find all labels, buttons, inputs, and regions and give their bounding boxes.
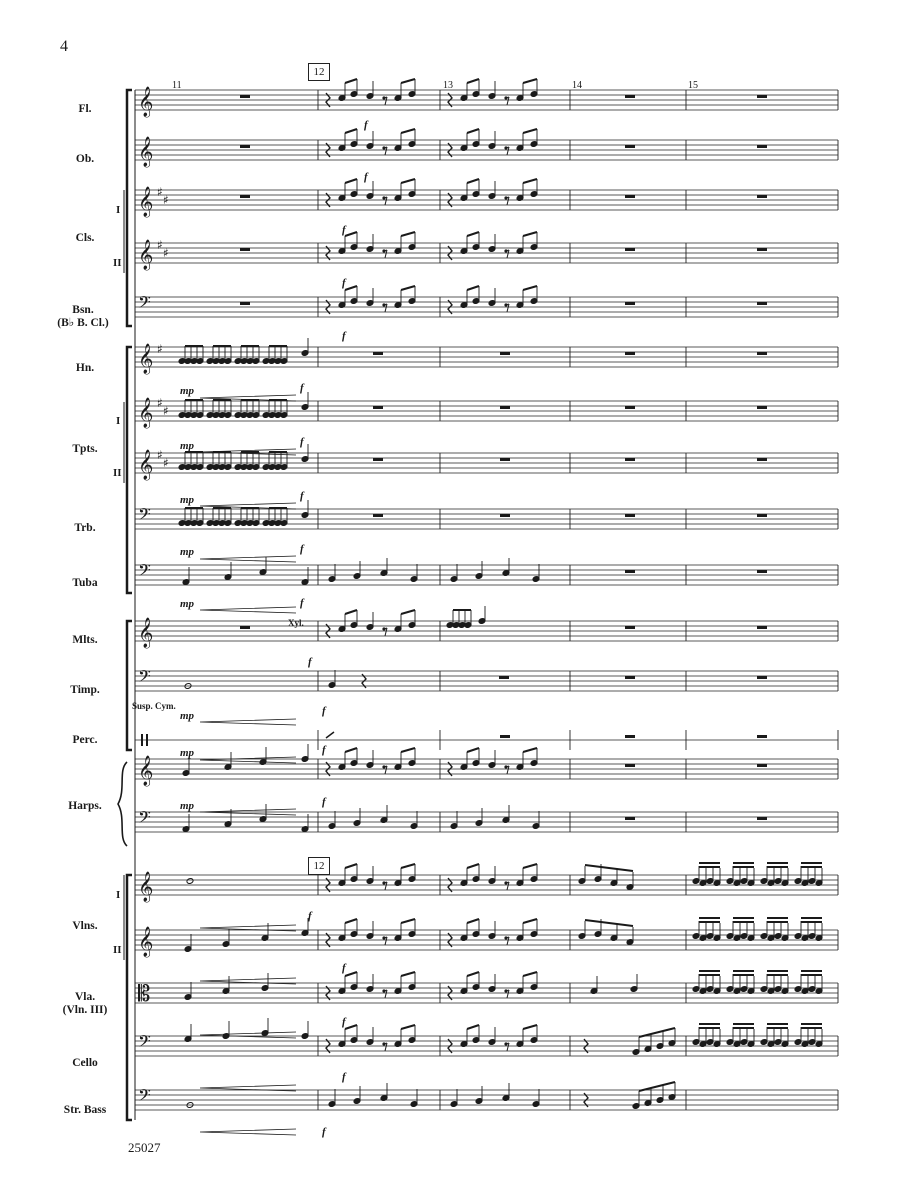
staff-fl [135,79,838,118]
whole-rest [625,817,635,820]
whole-rest [625,458,635,461]
whole-rest [240,145,250,148]
whole-rest [625,514,635,517]
staff-vla [135,971,838,1007]
percussion-clef [141,734,143,746]
beam [467,79,479,83]
staff-cl2 [135,232,838,271]
staff-mlts [135,606,838,649]
crescendo-hairpin [200,556,296,562]
alto-clef: 𝄡 [138,982,151,1007]
measure-number-13: 13 [443,80,453,91]
dynamic-f-tuba: f [300,597,304,609]
whole-rest [500,735,510,738]
label-viola-line2: (Vln. III) [62,1004,108,1016]
staff-bsn [135,286,838,317]
whole-rest [757,676,767,679]
note [186,878,194,885]
crescendo-hairpin [200,1129,296,1135]
whole-rest [757,145,767,148]
whole-rest [373,406,383,409]
treble-clef: 𝄞 [138,344,154,374]
whole-rest [240,95,250,98]
whole-rest [625,195,635,198]
treble-clef: 𝄞 [138,618,154,648]
beam [345,129,357,133]
beam [345,79,357,83]
whole-rest [500,352,510,355]
dynamic-f-cello: f [342,1071,346,1083]
dynamic-f-trombone: f [300,543,304,555]
whole-rest [625,95,635,98]
whole-rest [625,764,635,767]
beam [345,972,357,976]
staff-hn [135,338,838,375]
dynamic-mp-tpt2: mp [180,494,195,506]
whole-rest [757,514,767,517]
staff-timp [135,666,838,691]
label-marimbas: Mlts. [72,634,98,646]
staff-tpt2 [135,444,838,481]
whole-rest [625,302,635,305]
whole-rest [500,514,510,517]
bracket-percussion [127,621,132,750]
sharp-f: ♯ [157,342,163,356]
beam [345,286,357,290]
dynamic-f-cl1: f [342,224,346,236]
catalog-number: 25027 [128,1140,161,1155]
dynamic-f-vln1: f [308,910,312,922]
treble-clef: 𝄞 [138,927,154,957]
whole-rest [625,735,635,738]
sharp-f: ♯ [157,238,163,252]
dynamic-f-timpani: f [322,705,326,717]
beam [585,865,633,871]
sharp-f: ♯ [157,448,163,462]
part-number-tpt2: II [113,467,122,479]
whole-rest [757,817,767,820]
label-bassoon-line1: Bsn. [72,304,94,316]
whole-rest [757,735,767,738]
beam [467,972,479,976]
staff-vc [135,1018,838,1056]
label-flute: Fl. [78,103,92,115]
dynamic-mp-horn: mp [180,385,195,397]
beam [401,972,415,976]
label-clarinets: Cls. [75,232,95,244]
dynamic-mp-tuba: mp [180,598,195,610]
whole-rest [757,406,767,409]
dynamic-f-marimbas: f [308,656,312,668]
dynamic-f-bassoon: f [342,330,346,342]
beam [401,79,415,83]
label-trombone: Trb. [74,522,96,534]
page-number: 4 [60,38,68,55]
crescendo-hairpin [200,607,296,613]
beam [523,179,537,183]
rehearsal-mark-top: 12 [308,63,330,81]
xylophone-mark: Xyl. [288,618,304,628]
beam [523,286,537,290]
treble-clef: 𝄞 [138,450,154,480]
sharp-c: ♯ [163,193,169,207]
staff-hp2 [135,804,838,832]
beam [345,1025,357,1029]
sharp-c: ♯ [163,246,169,260]
label-viola-line1: Vla. [74,991,96,1003]
percussion-clef [146,734,148,746]
staff-perc [135,730,838,750]
treble-clef: 𝄞 [138,398,154,428]
staff-vln1 [135,863,838,903]
crescendo-hairpin [200,757,296,763]
whole-rest [757,458,767,461]
measure-number-15: 15 [688,80,698,91]
dynamic-mp-harps: mp [180,800,195,812]
treble-clef: 𝄞 [138,187,154,217]
whole-rest [240,626,250,629]
dynamic-f-tpt2: f [300,490,304,502]
whole-rest [625,570,635,573]
dynamic-mp-trombone: mp [180,546,195,558]
bass-clef: 𝄢 [138,807,151,831]
beam [467,286,479,290]
bracket-strings [127,875,132,1120]
whole-rest [240,248,250,251]
treble-clef: 𝄞 [138,137,154,167]
beam [467,919,479,923]
dynamic-f-oboe: f [364,171,368,183]
dynamic-mp-percussion: mp [180,747,195,759]
beam [523,79,537,83]
cymbal-hit [326,732,334,738]
treble-clef: 𝄞 [138,756,154,786]
treble-clef: 𝄞 [138,872,154,902]
beam [401,864,415,868]
beam [467,129,479,133]
beam [467,748,479,752]
staff-ob [135,129,838,168]
label-violins: Vlns. [72,920,98,932]
treble-clef: 𝄞 [138,240,154,270]
dynamic-f-vln2: f [342,962,346,974]
whole-rest [625,352,635,355]
whole-rest [373,514,383,517]
part-number-vln1: I [116,889,121,901]
dynamic-mp-tpt1: mp [180,440,195,452]
label-horn: Hn. [75,362,95,374]
whole-rest [757,764,767,767]
sharp-f: ♯ [157,185,163,199]
beam [523,129,537,133]
beam [345,232,357,236]
bass-clef: 𝄢 [138,292,151,316]
whole-rest [757,626,767,629]
beam [401,129,415,133]
beam [585,920,633,926]
part-number-vln2: II [113,944,122,956]
dynamic-mp-timpani: mp [180,710,195,722]
dynamic-f-percussion: f [322,744,326,756]
whole-rest [373,458,383,461]
whole-rest [757,195,767,198]
beam [467,179,479,183]
label-percussion: Perc. [72,734,98,746]
staff-cl1 [135,179,838,218]
bass-clef: 𝄢 [138,666,151,690]
beam [467,864,479,868]
sharp-c: ♯ [163,456,169,470]
whole-rest [500,458,510,461]
label-timpani: Timp. [70,684,100,696]
sharp-f: ♯ [157,396,163,410]
staff-tpt1 [135,392,838,429]
rehearsal-mark-strings: 12 [308,857,330,875]
label-harps: Harps. [68,800,102,812]
whole-rest [500,406,510,409]
whole-rest [625,626,635,629]
bass-clef: 𝄢 [138,1085,151,1109]
beam [467,1025,479,1029]
staff-hp1 [135,744,838,787]
measure-number-14: 14 [572,80,582,91]
beam [401,232,415,236]
bass-clef: 𝄢 [138,1031,151,1055]
harp-brace [118,762,127,846]
dynamic-f-bass: f [322,1126,326,1138]
beam [523,1025,537,1029]
crescendo-hairpin [200,1032,296,1038]
beam [345,919,357,923]
suspended-cymbal-mark: Susp. Cym. [132,701,176,711]
beam [401,748,415,752]
whole-rest [625,145,635,148]
whole-rest [373,352,383,355]
beam [523,919,537,923]
beam [345,864,357,868]
whole-rest [625,676,635,679]
beam [345,610,357,614]
whole-rest [757,95,767,98]
beam [401,919,415,923]
whole-rest [757,570,767,573]
part-number-tpt1: I [116,415,121,427]
beam [467,232,479,236]
beam [401,1025,415,1029]
whole-rest [757,248,767,251]
dynamic-f-viola: f [342,1016,346,1028]
staff-vln2 [135,918,838,958]
label-cello: Cello [72,1057,98,1069]
whole-rest [757,302,767,305]
bass-clef: 𝄢 [138,504,151,528]
staff-tuba [135,557,838,585]
staff-cb [135,1082,838,1110]
dynamic-f-flute: f [364,119,368,131]
label-bassoon-line2: (B♭ B. Cl.) [57,317,109,329]
whole-rest [625,248,635,251]
bass-clef: 𝄢 [138,560,151,584]
whole-rest [240,302,250,305]
beam [345,748,357,752]
label-trumpets: Tpts. [72,443,98,455]
dynamic-f-horn: f [300,382,304,394]
bracket-woodwinds [127,90,132,326]
dynamic-f-cl2: f [342,277,346,289]
crescendo-hairpin [200,719,296,725]
whole-rest [625,406,635,409]
beam [523,864,537,868]
part-number-cl1: I [116,204,121,216]
label-oboe: Ob. [75,153,95,165]
beam [401,179,415,183]
whole-rest [757,352,767,355]
dynamic-f-harps: f [322,796,326,808]
whole-rest [240,195,250,198]
beam [345,179,357,183]
label-string-bass: Str. Bass [63,1104,107,1116]
beam [523,232,537,236]
sharp-c: ♯ [163,404,169,418]
beam [401,610,415,614]
measure-number-11: 11 [172,80,182,91]
dynamic-f-tpt1: f [300,436,304,448]
beam [523,972,537,976]
beam [523,748,537,752]
whole-rest [499,676,509,679]
bracket-brass [127,347,132,593]
label-tuba: Tuba [72,577,98,589]
treble-clef: 𝄞 [138,87,154,117]
part-number-cl2: II [113,257,122,269]
beam [401,286,415,290]
